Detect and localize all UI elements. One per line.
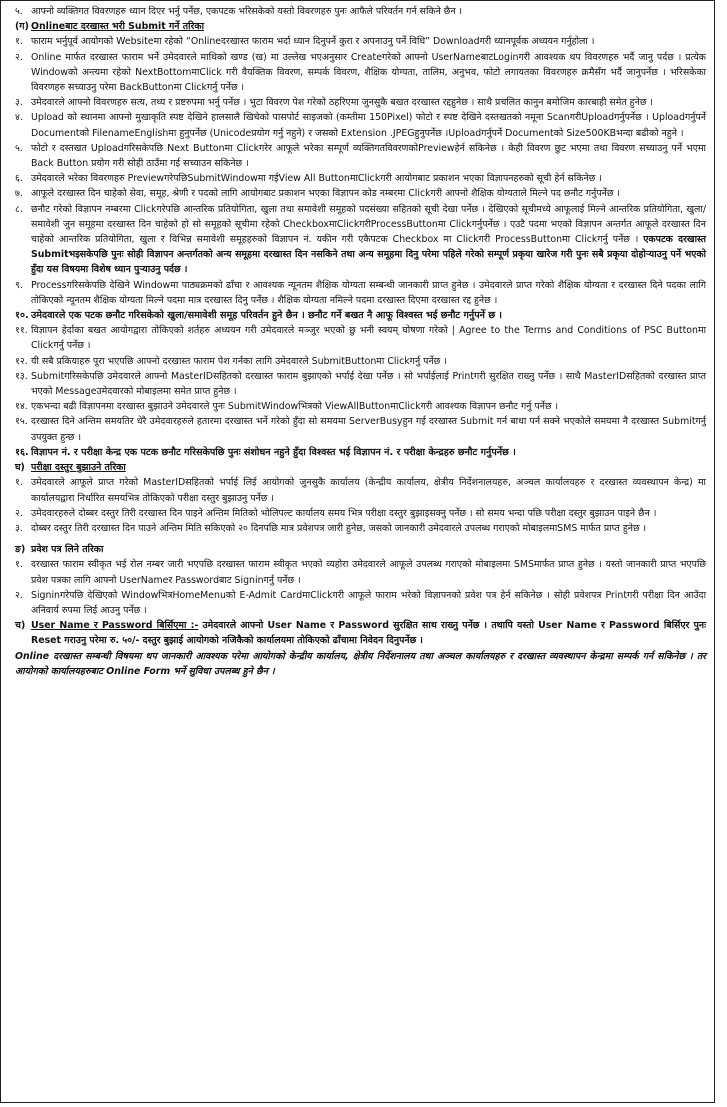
list-item <box>15 110 706 140</box>
list-item <box>15 323 706 353</box>
item-number: १५. <box>15 416 28 428</box>
item-number: १६. <box>15 446 29 458</box>
heading-text: प्रवेश पत्र लिने तरिका <box>31 544 104 556</box>
section-heading-ga <box>15 19 706 34</box>
item-number: ४. <box>15 112 23 124</box>
item-text: उमेदवारले आफ्नो विवरणहरु सत्य, तथ्य र प्रष्टरुपमा भर्नु पर्नेछ । भुटा विवरण पेश गरेको ठहरिएमा जुनसुकै बखत दरखास्त रद्दहुनेछ । साथै प्रचलित कानुन बमोजिम कारबाही समेत हुनेछ । <box>31 97 653 109</box>
item-text: आफ्नो व्यक्तिगत विवरणहरु ध्यान दिएर भर्नु पर्नेछ, एकपटक भरिसकेको यस्तो विवरणहरु पुनः आफैले परिवर्तन गर्न सकिने छैन । <box>31 6 463 17</box>
item-number: १. <box>15 477 23 489</box>
item-text: Signinगरेपछि देखिएको Windowभित्रHomeMenuको E-Admit CardमाClickगरी आफूले फाराम भरेको विज्ञापनको प्रवेश पत्र हेर्न सकिनेछ । सोही प्रवेशपत्र Printगरी परीक्षा दिन आउँदा अनिवार्य रुपमा लिई आउनु पर्नेछ । <box>31 589 706 616</box>
list-item <box>15 186 706 201</box>
item-number: ८. <box>15 203 23 215</box>
item-number: ३. <box>15 97 23 109</box>
item-number: ७. <box>15 188 23 200</box>
item-text: उमेदवारले आफ्नो User Name र Password सुरक्षित साथ राख्नु पर्नेछ । तथापि यस्तो User Name र Password बिर्सिएर पुनः Reset गराउनु परेमा रु. ५०/- दस्तुर बुझाई आयोगको नजिकैको कार्यालयमा तोकिएको ढाँचामा निवेदन दिनुपर्नेछ । <box>31 620 707 647</box>
list-item <box>15 414 706 444</box>
item-text: फाराम भर्नुपूर्व आयोगको Websiteमा रहेको “Onlineदरखास्त फाराम भर्दा ध्यान दिनुपर्ने कुरा र अपनाउनु पर्ने विधि” Downloadगरी ध्यानपूर्वक अध्ययन गर्नुहोला । <box>31 36 595 48</box>
item-text: Upload को स्थानमा आफ्नो मुखाकृति स्पष्ट देखिने हालसालै खिचेको पासपोर्ट साइजको (कम्तीमा 150Pixel) फोटो र स्पष्ट देखिने दस्तखतको नमूना ScanगरीUploadगर्नुपर्नेछ । Uploadगर्नुपर्ने Documentको FilenameEnglishमा हुनुपर्नेछ (Unicodeप्रयोग गर्नु नहुने) र जसको Extension .JPEGहुनुपर्नेछ ।Uploadगर्नुपर्ने Documentको Size500KBभन्दा बढीको नहुने । <box>31 112 706 139</box>
item-number: २. <box>15 51 23 63</box>
item-bold-warning: एकपटक दरखास्त Submitभइसकेपछि पुनः सोही विज्ञापन अन्तर्गतको अन्य समूहमा दरखास्त दिन नसकिने तथा अन्य समूहमा दिनु परेमा पहिले गरेको सम्पूर्ण प्रकृया खारेज गरी पुनः सबै प्रकृया दोहोऱ्याउनु पर्ने भएको हुँदा यस विषयमा विशेष ध्यान पुऱ्याउनु पर्दछ । <box>31 234 706 276</box>
list-item <box>15 557 706 587</box>
item-text: विज्ञापन हेर्दाका बखत आयोगद्वारा तोकिएको शर्तहरु अध्ययन गरी उमेदवारले मञ्जुर भएको छु भनी स्वयम् घोषणा गरेको | Agree to the Terms and Conditions of PSC Buttonमा Clickगर्नु पर्नेछ । <box>31 325 706 352</box>
list-item <box>15 50 706 96</box>
list-item <box>15 141 706 171</box>
list-item <box>15 369 706 399</box>
heading-number: ङ) <box>15 544 26 556</box>
item-text: यी सबै प्रकियाहरु पूरा भएपछि आफ्नो दरखास्त फाराम पेश गर्नका लागि उमेदवारले SubmitButtonमा Clickगर्नु पर्नेछ । <box>31 355 447 367</box>
heading-text: User Name र Password बिर्सिएमा :- <box>31 620 199 632</box>
heading-text: परीक्षा दस्तुर बुझाउने तरिका <box>31 462 126 474</box>
list-item <box>15 506 706 521</box>
list-item <box>15 202 706 278</box>
footer-note: Online दरखास्त सम्बन्धी विषयमा थप जानकारी आवश्यक परेमा आयोगको केन्द्रीय कार्यालय, क्षेत्रीय निर्देशनालय तथा अञ्चल कार्यालयहरु र दरखास्त व्यवस्थापन केन्द्रमा सम्पर्क गर्न सकिनेछ । तर आयोगको कार्यालयहरुबाट Online Form भर्ने सुविधा उपलब्ध हुने छैन । <box>15 650 706 677</box>
item-number: ३. <box>15 522 23 534</box>
list-item <box>15 95 706 110</box>
item-text: उमेदवारले भरेका विवरणहरु PreviewगरेपछिSubmitWindowमा गईView All ButtonमाClickगरी आयोगबाट प्रकाशन भएका विज्ञापनहरुको सूची हेर्न सकिनेछ । <box>31 173 602 185</box>
section-heading-gha <box>15 460 706 475</box>
list-item <box>15 354 706 369</box>
item-number: ५. <box>15 142 23 154</box>
list-item-bold <box>15 445 706 460</box>
item-text: उमेदवारले एक पटक छनौट गरिसकेको खुला/समावेशी समूह परिवर्तन हुने छैन । छनौट गर्ने बखत नै आफू विश्वस्त भई छनौट गर्नुपर्ने छ । <box>31 310 503 322</box>
section-cha <box>15 618 706 648</box>
item-number: २. <box>15 507 23 519</box>
heading-number: घ) <box>15 462 25 474</box>
item-number: ६. <box>15 173 23 185</box>
item-text: दरखास्त दिने अन्तिम समयतिर धेरै उमेदवारहरुले हतारमा दरखास्त भर्ने गरेको हुँदा सो समयमा ServerBusyहुन गई दरखास्त Submit गर्न बाधा पर्न सक्ने भएकोले समयमा नै दरखास्त Submitगर्नु उपयुक्त हुन्छ । <box>31 416 706 443</box>
list-item <box>15 171 706 186</box>
list-item <box>15 278 706 308</box>
item-text: उमेदवारले आफूले प्राप्त गरेको MasterIDसहितको भर्पाई लिई आयोगको जुनसुकै कार्यालय (केन्द्रीय कार्यालय, क्षेत्रीय निर्देशनालयहरु, अञ्चल कार्यालयहरु र दरखास्त व्यवस्थापन केन्द्र) मा कार्यालयद्वारा निर्धारित समयभित्र तोकिएको परीक्षा दस्तुर बुझाउनु पर्नेछ । <box>31 477 706 504</box>
list-item-bold <box>15 308 706 323</box>
item-text: Submitगरिसकेपछि उमेदवारले आफ्नो MasterIDसहितको दरखास्त फाराम बुझाएको भर्पाई देखा पर्नेछ । सो भर्पाईलाई Printगरी सुरक्षित राख्नु पर्नेछ । साथै MasterIDसहितको दरखास्त प्राप्त भएको Messageउमेदवारको मोबाइलमा समेत प्राप्त हुनेछ । <box>31 370 706 398</box>
item-number: १२. <box>15 355 28 367</box>
list-item <box>15 521 706 536</box>
item-number: १०. <box>15 310 29 322</box>
item-number: ५. <box>15 6 23 17</box>
item-text: उमेदवारहरुले दोब्बर दस्तुर तिरी दरखास्त दिन पाइने अन्तिम मितिको भोलिपल्ट कार्यालय समय भित्र परीक्षा दस्तुर बुझाइसक्नु पर्नेछ । सो समय भन्दा पछि परीक्षा दस्तुर बुझाउन पाइने छैन । <box>31 507 657 519</box>
heading-text: Onlineबाट दरखास्त भरी Submit गर्ने तरिका <box>31 21 204 33</box>
item-number: २. <box>15 589 23 601</box>
item-text: दोब्बर दस्तुर तिरी दरखास्त दिन पाउने अन्तिम मिति सकिएको २० दिनपछि मात्र प्रवेशपत्र जारी हुनेछ, जसको जानकारी उमेदवारले उपलब्ध गराएको मोबाइलमाSMS मार्फत प्राप्त हुनेछ । <box>31 522 647 534</box>
list-item <box>15 34 706 49</box>
item-text: Processगरिसकेपछि देखिने Windowमा पाठ्यक्रमको ढाँचा र आवश्यक न्यूनतम शैक्षिक योग्यता सम्बन्धी जानकारी प्राप्त हुनेछ । उमेदवारले प्राप्त गरेको शैक्षिक योग्यता र दरखास्त दिने पदका लागि तोकिएको न्यूनतम शैक्षिक योग्यता मिल्ने पदमा मात्र दरखास्त दिनु पर्नेछ । शैक्षिक योग्यता नमिल्ने पदमा दरखास्त दिएमा दरखास्त रद्द हुनेछ । <box>31 279 706 306</box>
item-text: छनौट गरेको विज्ञापन नम्बरमा Clickगरेपछि आन्तरिक प्रतियोगिता, खुला तथा समावेशी समूहको पदसंख्या सहितको सूची देखा पर्नेछ । देखिएको सूचीमध्ये आफूलाई मिल्ने आन्तरिक प्रतियोगिता, खुला/समावेशी जुन समूहमा दरखास्त दिन चाहेको हो सो समूहको सूचीमा रहेको CheckboxमाClickगरीProcessButtonमा Clickगर्नुपर्नेछ । एउटै पदमा भएको विज्ञापन अन्तर्गत आफूले दरखास्त दिन चाहेको आन्तरिक प्रतियोगिता, खुला र विभिन्न समावेशी समूहहरुको विज्ञापन नं. यकीन गरी एकैपटक Checkbox मा Clickगरी ProcessButtonमा Clickगर्नु पर्नेछ । <box>31 203 706 246</box>
item-text: फोटो र दस्तखत Uploadगरिसकेपछि Next Buttonमा Clickगरेर आफूले भरेका सम्पूर्ण व्यक्तिगतविवरणकोPreviewहेर्न सकिनेछ । केही विवरण छुट भएमा तथा विवरण सच्याउनु पर्ने भएमा Back Button प्रयोग गरी सोही ठाउँमा गई सच्याउन सकिनेछ । <box>31 142 706 170</box>
item-text: दरखास्त फाराम स्वीकृत भई रोल नम्बर जारी भएपछि दरखास्त फाराम स्वीकृत भएको व्यहोरा उमेदवारले आफूले उपलब्ध गराएको मोबाइलमा SMSमार्फत प्राप्त हुनेछ । यस्तो जानकारी प्राप्त भएपछि प्रवेश पत्रका लागि आफ्नो UserNameर Passwordबाट Signinगर्नु पर्नेछ । <box>31 559 706 586</box>
list-item <box>15 475 706 505</box>
item-number: ११. <box>15 325 28 337</box>
item-text: आफूले दरखास्त दिन चाहेको सेवा, समूह, श्रेणी र पदको लागि आयोगबाट प्रकाशन भएका विज्ञापन कोड नम्बरमा Clickगरी आफ्नो शैक्षिक योग्यताले मिल्ने पद छनौट गर्नुपर्नेछ । <box>31 188 620 200</box>
heading-number: च) <box>15 620 26 632</box>
item-text: Online मार्फत दरखास्त फाराम भर्ने उमेदवारले माथिको खण्ड (ख) मा उल्लेख भएअनुसार Createगरेको आफ्नो UserNameबाटLoginगरी आवश्यक थप विवरणहरु भर्दै जानु पर्दछ । प्रत्येक Windowको अन्त्यमा रहेको NextBottomमाClick गरी वैयक्तिक विवरण, सम्पर्क विवरण, शैक्षिक योग्यता, तालिम, अनुभव, फोटो लगायतका विवरणहरु क्रमैसँग भर्दै जानुपर्नेछ । भरिसकेका विवरणहरु सच्याउनु परेमा BackButtonमा Clickगर्नु पर्नेछ । <box>31 51 706 94</box>
section-heading-nga <box>15 542 706 557</box>
item-number: १३. <box>15 370 28 382</box>
item-number: १. <box>15 36 23 48</box>
list-item <box>15 399 706 414</box>
list-item <box>15 588 706 618</box>
heading-number: (ग) <box>15 21 29 33</box>
item-number: १. <box>15 559 23 571</box>
list-item <box>15 4 706 19</box>
item-text: विज्ञापन नं. र परीक्षा केन्द्र एक पटक छनौट गरिसकेपछि पुनः संशोधन नहुने हुँदा विश्वस्त भई विज्ञापन नं. र परीक्षा केन्द्रहरु छनौट गर्नुपर्नेछ । <box>31 446 516 458</box>
item-text: एकभन्दा बढी विज्ञापनमा दरखास्त बुझाउने उमेदवारले पुनः SubmitWindowभित्रको ViewAllButtonमाClickगरी आवश्यक विज्ञापन छनौट गर्नु पर्नेछ । <box>31 401 559 413</box>
item-number: ९. <box>15 279 23 291</box>
item-number: १४. <box>15 401 28 413</box>
